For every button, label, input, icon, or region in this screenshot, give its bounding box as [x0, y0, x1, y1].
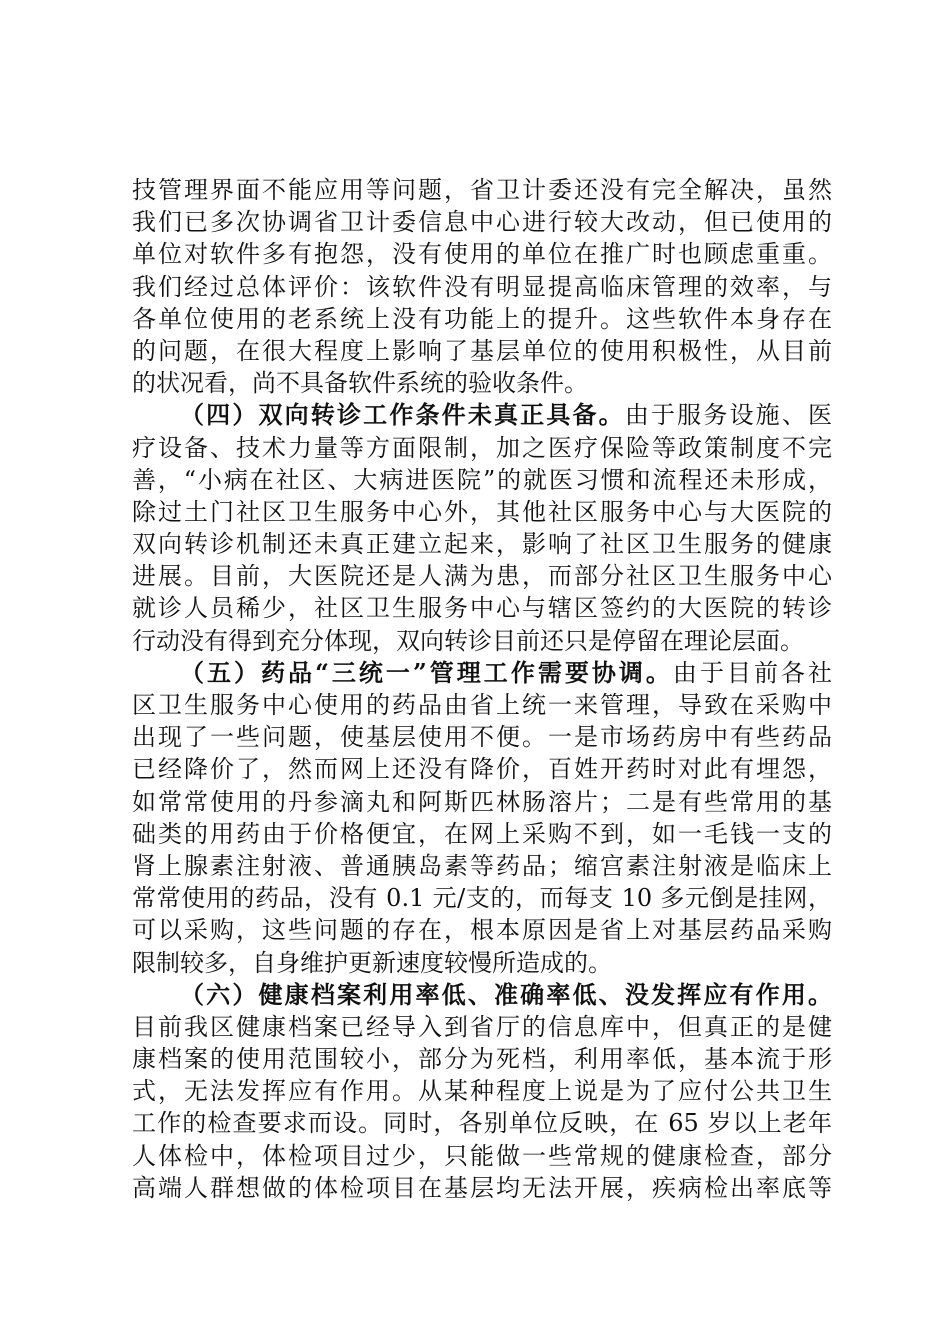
- section-heading-line: [132, 399, 832, 431]
- paragraph-continuation: [132, 174, 832, 399]
- text-line: 人体检中，体检项目过少，只能做一些常规的健康检查，部分: [132, 1141, 832, 1170]
- text-line: 行动没有得到充分体现，双向转诊目前还只是停留在理论层面。: [132, 626, 804, 655]
- text-line: 肾上腺素注射液、普通胰岛素等药品；缩宫素注射液是临床上: [132, 851, 832, 880]
- text-line: 高端人群想做的体检项目在基层均无法开展，疾病检出率底等: [132, 1173, 832, 1202]
- text-line: 除过土门社区卫生服务中心外，其他社区服务中心与大医院的: [132, 497, 832, 526]
- text-line: 进展。目前，大医院还是人满为患，而部分社区卫生服务中心: [132, 562, 832, 591]
- section-heading: （五）药品“三统一”管理工作需要协调。: [180, 657, 673, 687]
- section-heading: （六）健康档案利用率低、准确率低、没发挥应有作用。: [180, 979, 832, 1009]
- text-line: 已经降价了，然而网上还没有降价，百姓开药时对此有埋怨，: [132, 755, 832, 784]
- text-line: 目前我区健康档案已经导入到省厅的信息库中，但真正的是健: [132, 1012, 832, 1041]
- text-line: 的问题，在很大程度上影响了基层单位的使用积极性，从目前: [132, 336, 832, 365]
- section-heading-line: [132, 657, 832, 689]
- section-heading: （四）双向转诊工作条件未真正具备。: [180, 400, 625, 430]
- text-line: 我们经过总体评价：该软件没有明显提高临床管理的效率，与: [132, 272, 832, 301]
- text-line: 工作的检查要求而设。同时，各别单位反映，在 65 岁以上老年: [132, 1109, 832, 1138]
- text-line: 善，“小病在社区、大病进医院”的就医习惯和流程还未形成，: [132, 465, 832, 494]
- text-line: 单位对软件多有抱怨，没有使用的单位在推广时也顾虑重重。: [132, 240, 832, 269]
- text-line: 各单位使用的老系统上没有功能上的提升。这些软件本身存在: [132, 304, 832, 333]
- text-line: 式，无法发挥应有作用。从某种程度上说是为了应付公共卫生: [132, 1077, 832, 1106]
- text-line: 础类的用药由于价格便宜，在网上采购不到，如一毛钱一支的: [132, 819, 832, 848]
- body-text: [132, 174, 832, 1204]
- text-line: 常常使用的药品，没有 0.1 元/支的，而每支 10 多元倒是挂网，: [132, 884, 832, 913]
- text-line: 技管理界面不能应用等问题，省卫计委还没有完全解决，虽然: [132, 176, 832, 204]
- paragraph-section-4: [132, 399, 832, 657]
- paragraph-section-6: [132, 979, 832, 1204]
- text-line: 康档案的使用范围较小，部分为死档，利用率低，基本流于形: [132, 1045, 832, 1074]
- text-line: 出现了一些问题，使基层使用不便。一是市场药房中有些药品: [132, 723, 832, 752]
- text-line: 如常常使用的丹参滴丸和阿斯匹林肠溶片；二是有些常用的基: [132, 787, 832, 816]
- text-line: 双向转诊机制还未真正建立起来，影响了社区卫生服务的健康: [132, 530, 832, 559]
- heading-line-text: 由于服务设施、医: [624, 401, 832, 430]
- text-line: 的状况看，尚不具备软件系统的验收条件。: [132, 369, 588, 398]
- text-line: 限制较多，自身维护更新速度较慢所造成的。: [132, 948, 612, 977]
- text-line: 我们已多次协调省卫计委信息中心进行较大改动，但已使用的: [132, 208, 832, 237]
- section-heading-line: [132, 979, 832, 1011]
- paragraph-section-5: [132, 657, 832, 979]
- text-line: 区卫生服务中心使用的药品由省上统一来管理，导致在采购中: [132, 691, 832, 719]
- heading-line-text: 由于目前各社: [672, 658, 832, 687]
- text-line: 可以采购，这些问题的存在，根本原因是省上对基层药品采购: [132, 916, 832, 945]
- text-line: 就诊人员稀少，社区卫生服务中心与辖区签约的大医院的转诊: [132, 594, 832, 623]
- text-line: 疗设备、技术力量等方面限制，加之医疗保险等政策制度不完: [132, 433, 832, 462]
